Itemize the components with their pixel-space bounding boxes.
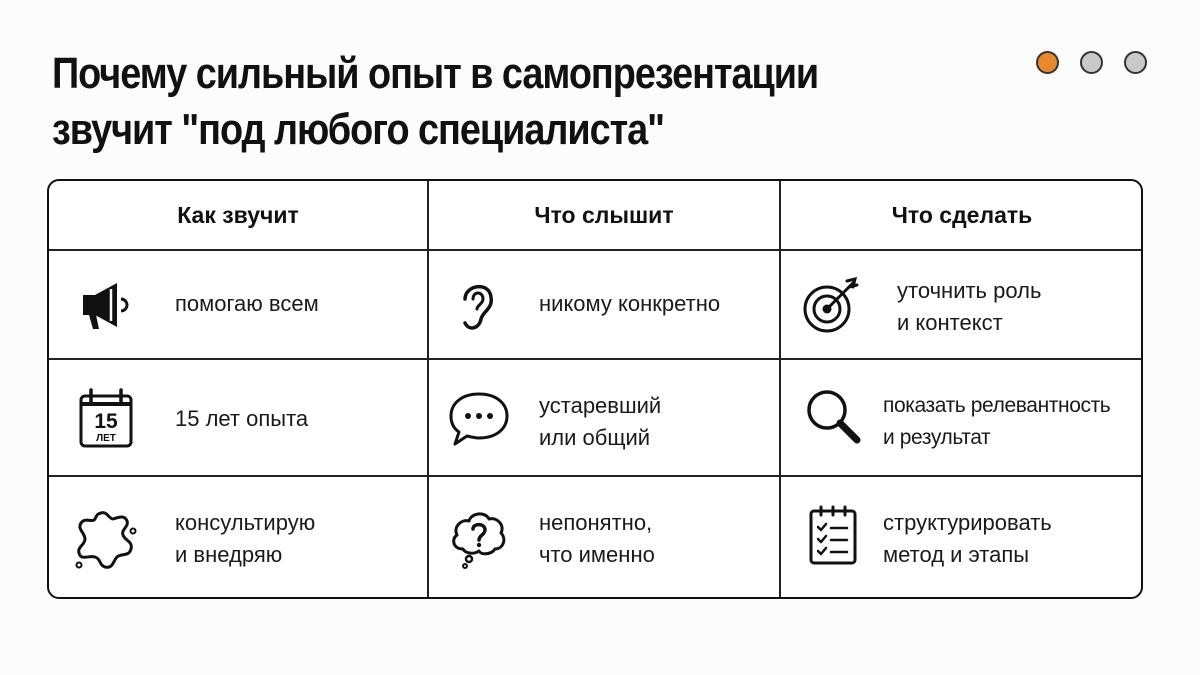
pager-dot[interactable]: [1124, 51, 1147, 74]
calendar-unit: ЛЕТ: [96, 433, 116, 444]
slide-pager: [1036, 51, 1147, 74]
cell-text: структурировать метод и этапы: [883, 510, 1052, 567]
ear-icon: [445, 273, 509, 337]
cell-text: никому конкретно: [539, 291, 721, 316]
blob-icon: [73, 507, 137, 571]
cell-text: 15 лет опыта: [175, 406, 309, 431]
speech-bubble-icon: [447, 386, 511, 450]
cell-text: показать релевантность и результат: [883, 394, 1111, 449]
cell-text: помогаю всем: [175, 291, 319, 316]
header-divider: [49, 249, 1141, 251]
calendar-icon: [75, 386, 139, 450]
row-divider: [49, 475, 1141, 477]
calendar-number: 15: [94, 410, 118, 433]
cell-text: уточнить роль и контекст: [897, 278, 1042, 335]
cell-text: устаревший или общий: [539, 393, 662, 450]
row-divider: [49, 358, 1141, 360]
magnifier-icon: [801, 384, 865, 448]
title-line-2: звучит "под любого специалиста": [52, 105, 665, 154]
column-header-sounds: Как звучит: [177, 201, 299, 228]
title-line-1: Почему сильный опыт в самопрезентации: [52, 49, 819, 98]
megaphone-icon: [75, 273, 139, 337]
column-header-todo: Что сделать: [891, 201, 1033, 228]
comparison-table: [47, 179, 1143, 599]
pager-dot[interactable]: [1080, 51, 1103, 74]
checklist-icon: [801, 503, 865, 567]
cell-text: непонятно, что именно: [539, 510, 655, 567]
page-title: [52, 46, 878, 158]
column-header-hears: Что слышит: [534, 201, 674, 228]
cell-text: консультирую и внедряю: [175, 510, 316, 567]
question-cloud-icon: [447, 505, 511, 569]
target-icon: [799, 273, 863, 337]
pager-dot-active[interactable]: [1036, 51, 1059, 74]
